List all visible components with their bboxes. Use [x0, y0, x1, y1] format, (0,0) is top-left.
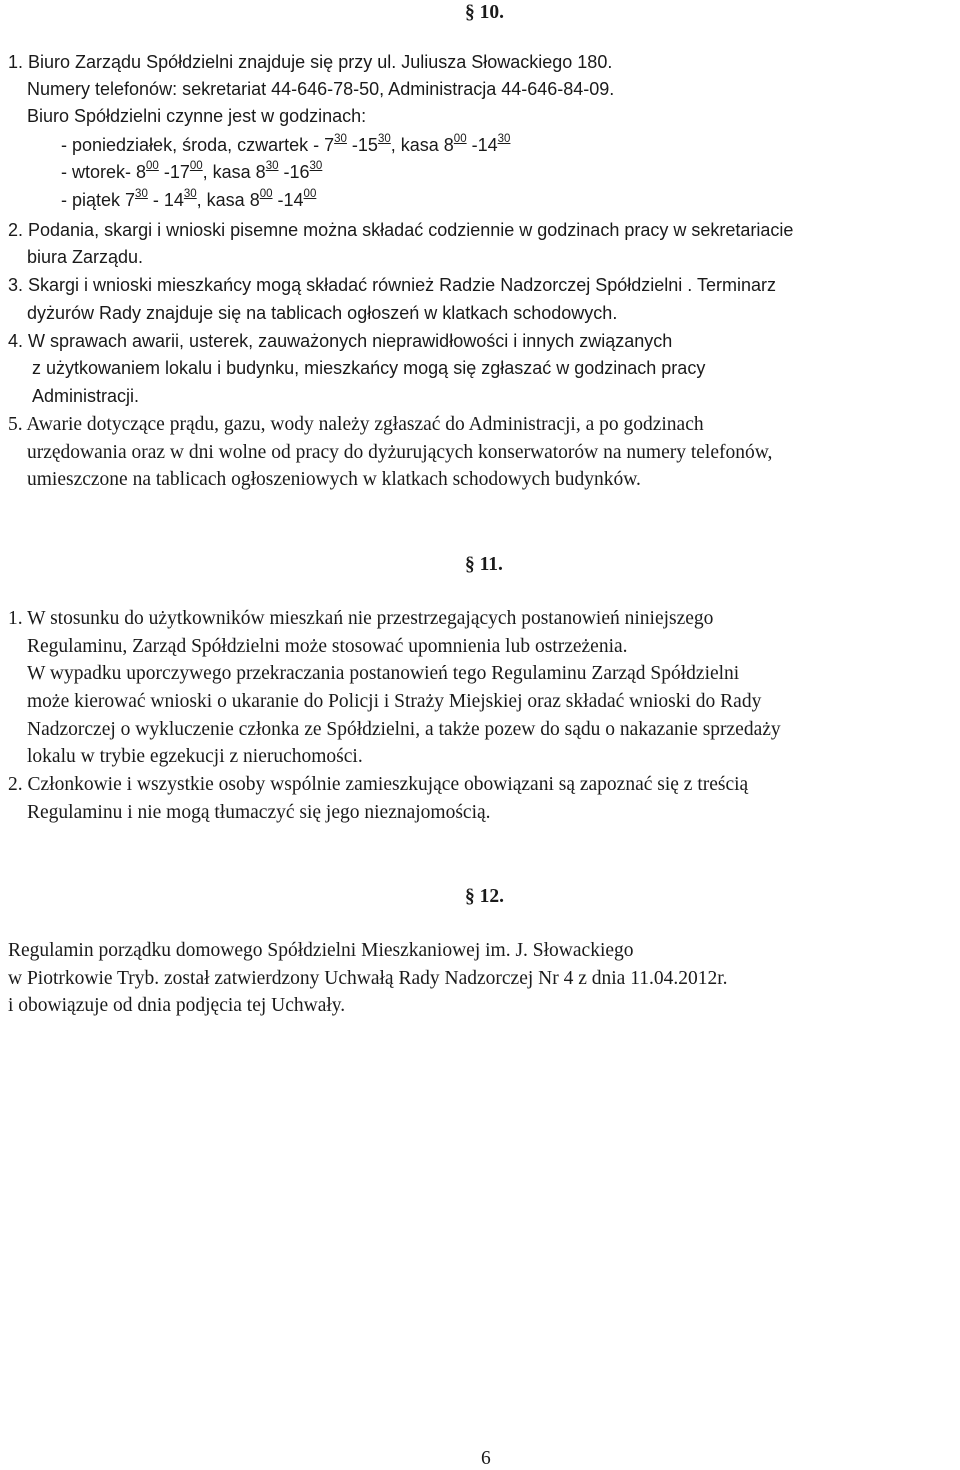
s10-item4-line2: z użytkowaniem lokalu i budynku, mieszkańcy mogą się zgłaszać w godzinach pracy: [32, 358, 706, 378]
s10-item2-line2: biura Zarządu.: [27, 247, 144, 267]
hours-friday-line: - piątek $7^{30} - 14^{30}$, kasa $8^{00}$ $-14^{00}$: [61, 188, 317, 210]
s11-item1-line5: Nadzorczej o wykluczenie członka ze Spółdzielni, a także pozew do sądu o nakazanie sprzedaży: [27, 719, 781, 740]
page-number: 6: [481, 1448, 491, 1469]
s12-line2: w Piotrkowie Tryb. został zatwierdzony Uchwałą Rady Nadzorczej Nr 4 z dnia 11.04.2012r.: [8, 968, 728, 989]
s11-item2-line2: Regulaminu i nie mogą tłumaczyć się jego nieznajomością.: [27, 802, 491, 823]
s11-item1-line3: W wypadku uporczywego przekraczania postanowień tego Regulaminu Zarząd Spółdzielni: [27, 663, 740, 684]
s10-item5-line1: 5. Awarie dotyczące prądu, gazu, wody należy zgłaszać do Administracji, a po godzinach: [8, 414, 704, 435]
s11-item1-line6: lokalu w trybie egzekucji z nieruchomości.: [27, 746, 363, 767]
hours-tuesday-line: - wtorek- $8^{00}$ $-17^{00}$, kasa $8^{30}$ $-16^{30}$: [61, 160, 323, 182]
section-12-heading: § 12.: [465, 886, 504, 907]
hours-monday-line: - poniedziałek, środa, czwartek - $7^{30}$ $-15^{30}$, kasa $8^{00}$ $-14^{30}$: [61, 133, 511, 155]
s10-item1-line3: Biuro Spółdzielni czynne jest w godzinach:: [27, 106, 367, 126]
s12-line1: Regulamin porządku domowego Spółdzielni Mieszkaniowej im. J. Słowackiego: [8, 940, 634, 961]
s11-item1-line1: 1. W stosunku do użytkowników mieszkań nie przestrzegających postanowień niniejszego: [8, 608, 714, 629]
s10-item5-line2: urzędowania oraz w dni wolne od pracy do dyżurujących konserwatorów na numery telefonów,: [27, 442, 773, 463]
s10-item3-line2: dyżurów Rady znajduje się na tablicach ogłoszeń w klatkach schodowych.: [27, 303, 618, 323]
s10-item5-line3: umieszczone na tablicach ogłoszeniowych w klatkach schodowych budynków.: [27, 469, 641, 490]
s10-item1-line1: 1. Biuro Zarządu Spółdzielni znajduje się przy ul. Juliusza Słowackiego 180.: [8, 52, 613, 72]
s10-item2-line1: 2. Podania, skargi i wnioski pisemne można składać codziennie w godzinach pracy w sekretariacie: [8, 220, 794, 240]
s10-item4-line3: Administracji.: [32, 386, 140, 406]
s11-item2-line1: 2. Członkowie i wszystkie osoby wspólnie zamieszkujące obowiązani są zapoznać się z treścią: [8, 774, 749, 795]
section-11-heading: § 11.: [465, 554, 503, 575]
section-10-heading: § 10.: [465, 2, 504, 23]
s10-item1-line2: Numery telefonów: sekretariat 44-646-78-50, Administracja 44-646-84-09.: [27, 79, 615, 99]
s10-item3-line1: 3. Skargi i wnioski mieszkańcy mogą składać również Radzie Nadzorczej Spółdzielni . Terminarz: [8, 275, 776, 295]
s12-line3: i obowiązuje od dnia podjęcia tej Uchwały.: [8, 995, 346, 1016]
s10-item4-line1: 4. W sprawach awarii, usterek, zauważonych nieprawidłowości i innych związanych: [8, 331, 673, 351]
s11-item1-line4: może kierować wnioski o ukaranie do Policji i Straży Miejskiej oraz składać wnioski do Rady: [27, 691, 762, 712]
s11-item1-line2: Regulaminu, Zarząd Spółdzielni może stosować upomnienia lub ostrzeżenia.: [27, 636, 628, 657]
